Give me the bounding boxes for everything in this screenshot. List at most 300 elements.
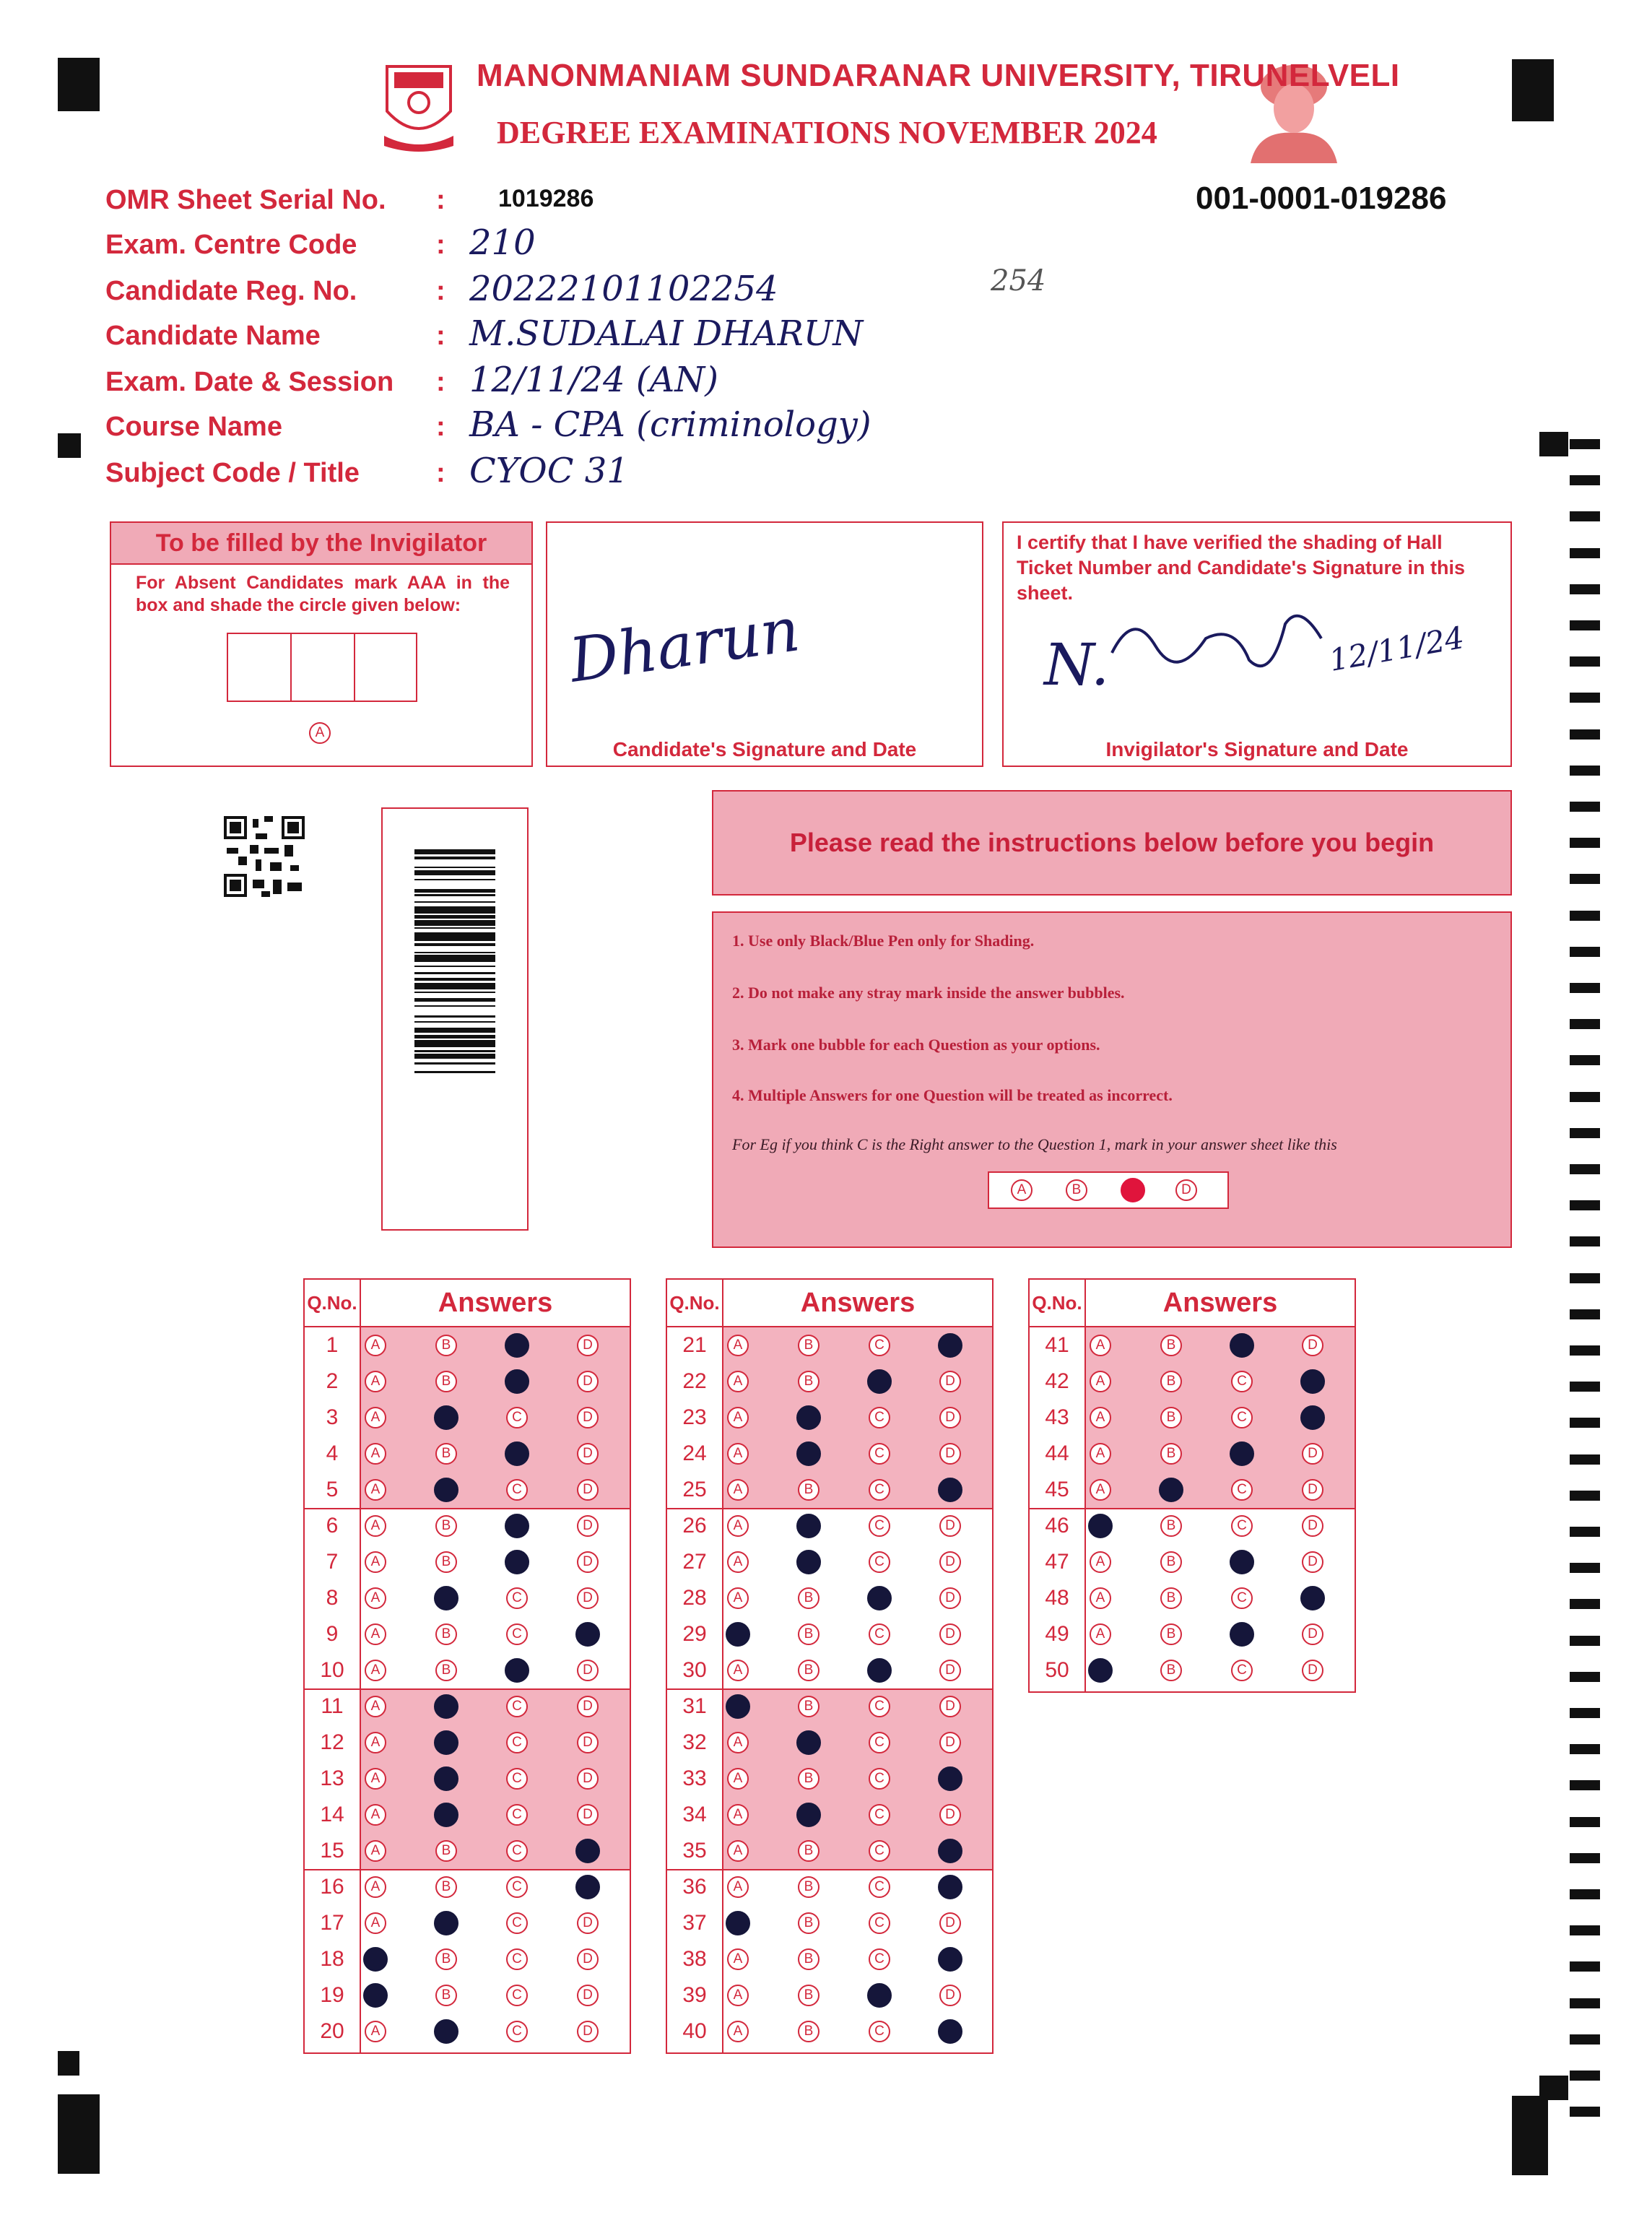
answer-bubble-c[interactable]: C [506, 1985, 528, 2006]
question-number: 22 [682, 1369, 707, 1393]
answer-bubble-d[interactable]: D [577, 1515, 599, 1537]
answer-bubble-d[interactable]: D [577, 1768, 599, 1790]
answer-bubble-b[interactable]: B [435, 1443, 457, 1465]
answer-bubble-a[interactable]: A [365, 1551, 386, 1573]
answer-bubble-a[interactable]: A [365, 1732, 386, 1753]
answer-bubble-b[interactable]: B [435, 1876, 457, 1898]
answer-bubble-c[interactable]: C [869, 1335, 890, 1356]
answer-bubble-b[interactable] [1159, 1478, 1183, 1502]
question-number: 48 [1045, 1586, 1069, 1610]
field-value[interactable]: M.SUDALAI DHARUN [469, 313, 864, 354]
answer-bubble-b[interactable]: B [1160, 1371, 1182, 1392]
answer-bubble-b[interactable]: B [798, 1371, 820, 1392]
answer-bubble-b[interactable] [434, 1766, 458, 1791]
answer-bubble-b[interactable]: B [798, 1985, 820, 2006]
question-number: 45 [1045, 1478, 1069, 1501]
answer-bubble-d[interactable] [575, 1839, 600, 1863]
question-number: 30 [682, 1658, 707, 1682]
answer-bubble-c[interactable]: C [1231, 1371, 1253, 1392]
answers-header: Answers [438, 1287, 553, 1318]
question-number: 20 [320, 2019, 344, 2043]
field-colon: : [436, 230, 445, 260]
answer-bubble-a[interactable]: A [727, 1515, 749, 1537]
answer-bubble-b[interactable]: B [798, 1840, 820, 1862]
question-row [667, 1977, 992, 2013]
answer-bubble-a[interactable]: A [1090, 1551, 1111, 1573]
timing-mark [1570, 838, 1600, 848]
answer-bubble-d[interactable] [1300, 1586, 1325, 1610]
answer-bubble-b[interactable]: B [798, 1768, 820, 1790]
answer-bubble-a[interactable]: A [365, 2021, 386, 2042]
answer-bubble-c[interactable]: C [506, 2021, 528, 2042]
answer-bubble-a[interactable]: A [365, 1587, 386, 1609]
answer-bubble-b[interactable] [434, 1405, 458, 1430]
question-number: 19 [320, 1983, 344, 2007]
timing-mark [1570, 548, 1600, 558]
answer-bubble-c[interactable] [867, 1983, 892, 2008]
answer-bubble-b[interactable] [796, 1550, 821, 1574]
answer-bubble-a[interactable]: A [365, 1696, 386, 1717]
answer-bubble-a[interactable]: A [1090, 1371, 1111, 1392]
answer-bubble-c[interactable] [505, 1514, 529, 1538]
answer-bubble-b[interactable]: B [435, 1515, 457, 1537]
answer-bubble-c[interactable]: C [869, 1912, 890, 1934]
question-number: 21 [682, 1333, 707, 1357]
answer-bubble-a[interactable]: A [365, 1660, 386, 1681]
answer-bubble-d[interactable]: D [577, 1587, 599, 1609]
question-row [667, 1544, 992, 1580]
answer-bubble-c[interactable] [867, 1586, 892, 1610]
answer-bubble-b[interactable] [434, 1694, 458, 1719]
answer-bubble-d[interactable]: D [577, 1732, 599, 1753]
answer-bubble-d[interactable]: D [939, 1443, 961, 1465]
field-value[interactable]: BA - CPA (criminology) [469, 404, 871, 445]
field-value[interactable]: CYOC 31 [469, 451, 629, 491]
question-number: 42 [1045, 1369, 1069, 1393]
answer-bubble-c[interactable]: C [506, 1948, 528, 1970]
timing-mark [1570, 1418, 1600, 1428]
question-number: 18 [320, 1947, 344, 1971]
answer-bubble-c[interactable] [505, 1658, 529, 1683]
answer-bubble-a[interactable]: A [365, 1876, 386, 1898]
answer-bubble-c[interactable]: C [869, 1948, 890, 1970]
answer-bubble-d[interactable]: D [939, 1912, 961, 1934]
answer-bubble-c[interactable]: C [869, 1804, 890, 1826]
answer-bubble-b[interactable]: B [435, 1660, 457, 1681]
answer-bubble-a[interactable]: A [727, 2021, 749, 2042]
timing-mark [1570, 1925, 1600, 1935]
answer-bubble-b[interactable]: B [1160, 1551, 1182, 1573]
answer-bubble-a[interactable]: A [727, 1804, 749, 1826]
answer-bubble-d[interactable]: D [939, 1985, 961, 2006]
answer-bubble-c[interactable]: C [506, 1840, 528, 1862]
answer-bubble-a[interactable]: A [365, 1443, 386, 1465]
answer-bubble-c[interactable]: C [1231, 1479, 1253, 1501]
question-row [667, 1436, 992, 1472]
answer-bubble-c[interactable] [505, 1333, 529, 1358]
answer-bubble-a[interactable]: A [365, 1371, 386, 1392]
timing-mark [1570, 2034, 1600, 2045]
question-row [305, 1580, 630, 1616]
answer-bubble-c[interactable] [505, 1369, 529, 1394]
invigilator-signature: N. [1044, 631, 1110, 698]
answer-bubble-d[interactable] [938, 1839, 962, 1863]
instructions-heading-box [712, 790, 1512, 896]
timing-mark [1570, 1382, 1600, 1392]
answer-bubble-b[interactable] [434, 2019, 458, 2044]
answer-bubble-a[interactable]: A [727, 1407, 749, 1428]
answer-bubble-b[interactable]: B [435, 1371, 457, 1392]
answer-bubble-b[interactable]: B [1160, 1587, 1182, 1609]
answer-bubble-c[interactable]: C [506, 1479, 528, 1501]
qno-header: Q.No. [667, 1280, 723, 1326]
answer-bubble-a[interactable]: A [727, 1551, 749, 1573]
answer-bubble-d[interactable]: D [939, 1623, 961, 1645]
answer-bubble-a[interactable]: A [727, 1876, 749, 1898]
answer-bubble-a[interactable]: A [727, 1768, 749, 1790]
answer-bubble-c[interactable]: C [506, 1696, 528, 1717]
answer-bubble-c[interactable]: C [869, 1623, 890, 1645]
question-number: 39 [682, 1983, 707, 2007]
question-number: 14 [320, 1803, 344, 1826]
answer-bubble-c[interactable]: C [506, 1587, 528, 1609]
answer-bubble-d[interactable]: D [939, 1407, 961, 1428]
answer-bubble-d[interactable] [575, 1875, 600, 1899]
answer-bubble-c[interactable]: C [869, 1768, 890, 1790]
question-row [667, 1400, 992, 1436]
answer-bubble-b[interactable]: B [798, 1335, 820, 1356]
answer-bubble-d[interactable]: D [1302, 1660, 1323, 1681]
barcode-bar [414, 943, 495, 947]
question-row [305, 1833, 630, 1869]
answer-bubble-a[interactable]: A [1090, 1443, 1111, 1465]
answer-bubble-b[interactable] [796, 1514, 821, 1538]
answer-bubble-b[interactable] [796, 1803, 821, 1827]
question-row [667, 1761, 992, 1797]
answer-bubble-a[interactable] [726, 1694, 750, 1719]
question-row [1030, 1544, 1355, 1580]
timing-mark [1570, 1236, 1600, 1246]
answer-bubble-c[interactable] [1230, 1333, 1254, 1358]
answer-bubble-a[interactable]: A [1090, 1335, 1111, 1356]
answer-bubble-c[interactable]: C [869, 1479, 890, 1501]
answer-bubble-a[interactable]: A [365, 1515, 386, 1537]
answer-bubble-c[interactable] [505, 1441, 529, 1466]
barcode-bar [414, 1015, 495, 1017]
answer-bubble-d[interactable]: D [1302, 1335, 1323, 1356]
registration-mark-bottom-right [1512, 2096, 1548, 2175]
answer-bubble-b[interactable]: B [798, 2021, 820, 2042]
answer-bubble-d[interactable]: D [577, 1371, 599, 1392]
question-row [305, 1508, 630, 1544]
answer-bubble-b[interactable] [434, 1478, 458, 1502]
answer-bubble-d[interactable]: D [577, 1948, 599, 1970]
invigilator-box-header [111, 523, 531, 565]
answer-bubble-b[interactable]: B [798, 1912, 820, 1934]
answer-bubble-d[interactable]: D [1302, 1515, 1323, 1537]
answer-bubble-b[interactable]: B [435, 1840, 457, 1862]
answer-bubble-b[interactable] [434, 1911, 458, 1935]
answer-bubble-d[interactable]: D [939, 1732, 961, 1753]
answer-bubble-d[interactable]: D [577, 1479, 599, 1501]
timing-mark [1570, 1164, 1600, 1174]
answer-bubble-a[interactable]: A [727, 1371, 749, 1392]
answer-bubble-b[interactable]: B [435, 1335, 457, 1356]
field-colon: : [436, 412, 445, 442]
answer-bubble-c[interactable]: C [506, 1768, 528, 1790]
timing-mark [1570, 1817, 1600, 1827]
answer-bubble-b[interactable] [796, 1405, 821, 1430]
answer-bubble-c[interactable]: C [869, 2021, 890, 2042]
answer-bubble-d[interactable]: D [1302, 1551, 1323, 1573]
timing-mark-start [1539, 432, 1568, 456]
answer-bubble-d[interactable]: D [577, 1443, 599, 1465]
timing-mark [1570, 983, 1600, 993]
barcode-bar [414, 972, 495, 974]
question-row [305, 1725, 630, 1761]
answer-bubble-c[interactable]: C [869, 1696, 890, 1717]
field-value[interactable]: 210 [469, 222, 536, 263]
answer-bubble-c[interactable]: C [1231, 1407, 1253, 1428]
answer-bubble-b[interactable]: B [1160, 1335, 1182, 1356]
barcode-bar [414, 906, 495, 914]
timing-mark [1570, 1128, 1600, 1138]
question-row [1030, 1363, 1355, 1400]
question-number: 43 [1045, 1405, 1069, 1429]
answer-bubble-d[interactable]: D [1302, 1443, 1323, 1465]
answer-bubble-c[interactable] [1230, 1550, 1254, 1574]
answer-bubble-d[interactable]: D [577, 2021, 599, 2042]
answer-bubble-c[interactable]: C [506, 1804, 528, 1826]
question-number: 17 [320, 1911, 344, 1935]
question-row [305, 1472, 630, 1508]
answer-bubble-b[interactable] [796, 1730, 821, 1755]
answer-bubble-a[interactable]: A [727, 1948, 749, 1970]
answer-bubble-a[interactable]: A [727, 1660, 749, 1681]
answer-bubble-c[interactable]: C [1231, 1660, 1253, 1681]
question-row [305, 1941, 630, 1977]
answer-bubble-d[interactable]: D [577, 1985, 599, 2006]
answer-bubble-b[interactable]: B [798, 1587, 820, 1609]
answer-bubble-d[interactable]: D [939, 1371, 961, 1392]
answer-bubble-a[interactable] [1088, 1514, 1113, 1538]
answer-bubble-a[interactable]: A [727, 1443, 749, 1465]
barcode-bar [414, 1040, 495, 1047]
question-number: 33 [682, 1766, 707, 1790]
answer-bubble-d[interactable] [1300, 1369, 1325, 1394]
answer-bubble-b[interactable]: B [1160, 1623, 1182, 1645]
answer-bubble-b[interactable] [434, 1803, 458, 1827]
answer-bubble-c[interactable] [505, 1550, 529, 1574]
answer-bubble-d[interactable]: D [939, 1551, 961, 1573]
answer-bubble-a[interactable] [1088, 1658, 1113, 1683]
answer-bubble-a[interactable] [726, 1911, 750, 1935]
timing-mark [1570, 1092, 1600, 1102]
answer-bubble-c[interactable]: C [506, 1732, 528, 1753]
question-number: 26 [682, 1514, 707, 1538]
question-row [305, 1905, 630, 1941]
answer-bubble-a[interactable]: A [365, 1768, 386, 1790]
answer-bubble-c[interactable] [867, 1369, 892, 1394]
timing-mark [1570, 947, 1600, 957]
answer-bubble-b[interactable]: B [435, 1551, 457, 1573]
answer-bubble-d[interactable]: D [577, 1551, 599, 1573]
answer-bubble-a[interactable]: A [727, 1335, 749, 1356]
answer-bubble-a[interactable] [363, 1947, 388, 1972]
answer-bubble-c[interactable]: C [869, 1732, 890, 1753]
answer-bubble-b[interactable] [434, 1586, 458, 1610]
question-number: 40 [682, 2019, 707, 2043]
answer-bubble-b[interactable]: B [1160, 1515, 1182, 1537]
answer-bubble-b[interactable]: B [1160, 1660, 1182, 1681]
question-row [667, 1941, 992, 1977]
answer-bubble-c[interactable] [1230, 1622, 1254, 1647]
answer-bubble-d[interactable]: D [939, 1515, 961, 1537]
timing-mark [1570, 511, 1600, 521]
answer-bubble-b[interactable]: B [798, 1696, 820, 1717]
barcode-bar [414, 901, 495, 903]
answer-bubble-d[interactable]: D [1302, 1479, 1323, 1501]
answer-bubble-b[interactable]: B [798, 1876, 820, 1898]
absent-instruction: For Absent Candidates mark AAA in the box and shade the circle given below: [136, 573, 510, 615]
answer-bubble-d[interactable] [938, 1875, 962, 1899]
question-number: 24 [682, 1441, 707, 1465]
answer-bubble-c[interactable] [1230, 1441, 1254, 1466]
answer-bubble-a[interactable]: A [727, 1985, 749, 2006]
answer-bubble-a[interactable]: A [727, 1732, 749, 1753]
answer-bubble-b[interactable] [796, 1441, 821, 1466]
answer-bubble-c[interactable]: C [869, 1876, 890, 1898]
question-row [667, 1616, 992, 1652]
answer-bubble-a[interactable]: A [727, 1840, 749, 1862]
answer-bubble-b[interactable]: B [798, 1623, 820, 1645]
answer-bubble-d[interactable]: D [577, 1335, 599, 1356]
answer-bubble-d[interactable] [938, 2019, 962, 2044]
answer-bubble-c[interactable]: C [1231, 1587, 1253, 1609]
question-number: 47 [1045, 1550, 1069, 1574]
answer-bubble-c[interactable]: C [869, 1515, 890, 1537]
answer-table-2 [666, 1278, 994, 2054]
answer-bubble-c[interactable]: C [506, 1407, 528, 1428]
answer-bubble-a[interactable]: A [365, 1912, 386, 1934]
answer-bubble-d[interactable] [938, 1947, 962, 1972]
answer-table-1 [303, 1278, 631, 2054]
invigilator-signature-caption: Invigilator's Signature and Date [1105, 738, 1409, 760]
answer-bubble-a[interactable]: A [1090, 1587, 1111, 1609]
answer-bubble-a[interactable]: A [1090, 1623, 1111, 1645]
barcode-bar [414, 1071, 495, 1072]
answer-bubble-b[interactable]: B [1160, 1443, 1182, 1465]
answer-bubble-d[interactable]: D [577, 1696, 599, 1717]
answer-bubble-a[interactable] [363, 1983, 388, 2008]
answer-bubble-d[interactable]: D [939, 1587, 961, 1609]
answer-bubble-b[interactable]: B [1160, 1407, 1182, 1428]
absent-mark-boxes[interactable] [227, 633, 417, 702]
answer-bubble-c[interactable]: C [506, 1623, 528, 1645]
answer-bubble-a[interactable]: A [727, 1479, 749, 1501]
answer-bubble-a[interactable]: A [365, 1623, 386, 1645]
answer-bubble-a[interactable]: A [365, 1479, 386, 1501]
answer-bubble-c[interactable]: C [869, 1551, 890, 1573]
answer-bubble-d[interactable]: D [939, 1804, 961, 1826]
answer-bubble-b[interactable]: B [798, 1948, 820, 1970]
answer-bubble-a[interactable]: A [365, 1804, 386, 1826]
question-row [305, 2013, 630, 2050]
timing-mark [1570, 2071, 1600, 2081]
answer-bubble-b[interactable]: B [798, 1660, 820, 1681]
timing-mark [1570, 1708, 1600, 1718]
answer-bubble-a[interactable]: A [727, 1587, 749, 1609]
question-row [1030, 1580, 1355, 1616]
timing-mark [1570, 1636, 1600, 1646]
answer-table-3 [1028, 1278, 1356, 1693]
answer-bubble-d[interactable]: D [577, 1912, 599, 1934]
university-name: MANONMANIAM SUNDARANAR UNIVERSITY, TIRUNELVELI [477, 58, 1400, 93]
answer-bubble-d[interactable] [938, 1333, 962, 1358]
answer-bubble-b[interactable]: B [435, 1985, 457, 2006]
answer-bubble-c[interactable]: C [506, 1876, 528, 1898]
timing-mark [1570, 1055, 1600, 1065]
question-number: 27 [682, 1550, 707, 1574]
answer-bubble-d[interactable] [575, 1622, 600, 1647]
answer-bubble-c[interactable]: C [506, 1912, 528, 1934]
timing-mark [1570, 1744, 1600, 1754]
field-value[interactable]: 1019286 [498, 185, 594, 212]
question-number: 2 [326, 1369, 339, 1393]
answer-bubble-d[interactable]: D [939, 1696, 961, 1717]
answer-bubble-a[interactable]: A [365, 1840, 386, 1862]
timing-mark [1570, 729, 1600, 740]
timing-mark [1570, 475, 1600, 485]
answer-bubble-c[interactable]: C [869, 1840, 890, 1862]
answer-bubble-b[interactable]: B [435, 1623, 457, 1645]
field-label: Exam. Centre Code [105, 230, 357, 260]
question-number: 16 [320, 1875, 344, 1899]
answer-bubble-c[interactable]: C [1231, 1515, 1253, 1537]
answer-bubble-a[interactable] [726, 1622, 750, 1647]
answer-bubble-d[interactable] [1300, 1405, 1325, 1430]
answer-bubble-b[interactable]: B [798, 1479, 820, 1501]
answer-bubble-c[interactable] [867, 1658, 892, 1683]
timing-mark [1570, 1345, 1600, 1356]
answer-bubble-a[interactable]: A [1090, 1407, 1111, 1428]
answers-header: Answers [1162, 1287, 1278, 1318]
answer-bubble-c[interactable]: C [869, 1407, 890, 1428]
question-row [1030, 1616, 1355, 1652]
example-bubble-a: A [1011, 1179, 1032, 1201]
question-row [1030, 1508, 1355, 1544]
absent-bubble[interactable]: A [309, 722, 331, 744]
answer-bubble-a[interactable]: A [365, 1407, 386, 1428]
answer-bubble-a[interactable]: A [365, 1335, 386, 1356]
answer-bubble-d[interactable]: D [1302, 1623, 1323, 1645]
field-value[interactable]: 12/11/24 (AN) [469, 360, 718, 400]
serial-code: 001-0001-019286 [1196, 181, 1447, 216]
field-value[interactable]: 20222101102254 [469, 269, 778, 309]
answer-bubble-d[interactable]: D [577, 1804, 599, 1826]
answer-bubble-a[interactable]: A [1090, 1479, 1111, 1501]
answer-bubble-d[interactable]: D [939, 1660, 961, 1681]
answer-bubble-d[interactable] [938, 1478, 962, 1502]
question-number: 34 [682, 1803, 707, 1826]
answer-bubble-c[interactable]: C [869, 1443, 890, 1465]
question-row [305, 1327, 630, 1363]
answer-bubble-b[interactable]: B [435, 1948, 457, 1970]
answer-bubble-d[interactable]: D [577, 1407, 599, 1428]
answer-bubble-d[interactable]: D [577, 1660, 599, 1681]
answer-bubble-d[interactable] [938, 1766, 962, 1791]
answer-bubble-b[interactable] [434, 1730, 458, 1755]
